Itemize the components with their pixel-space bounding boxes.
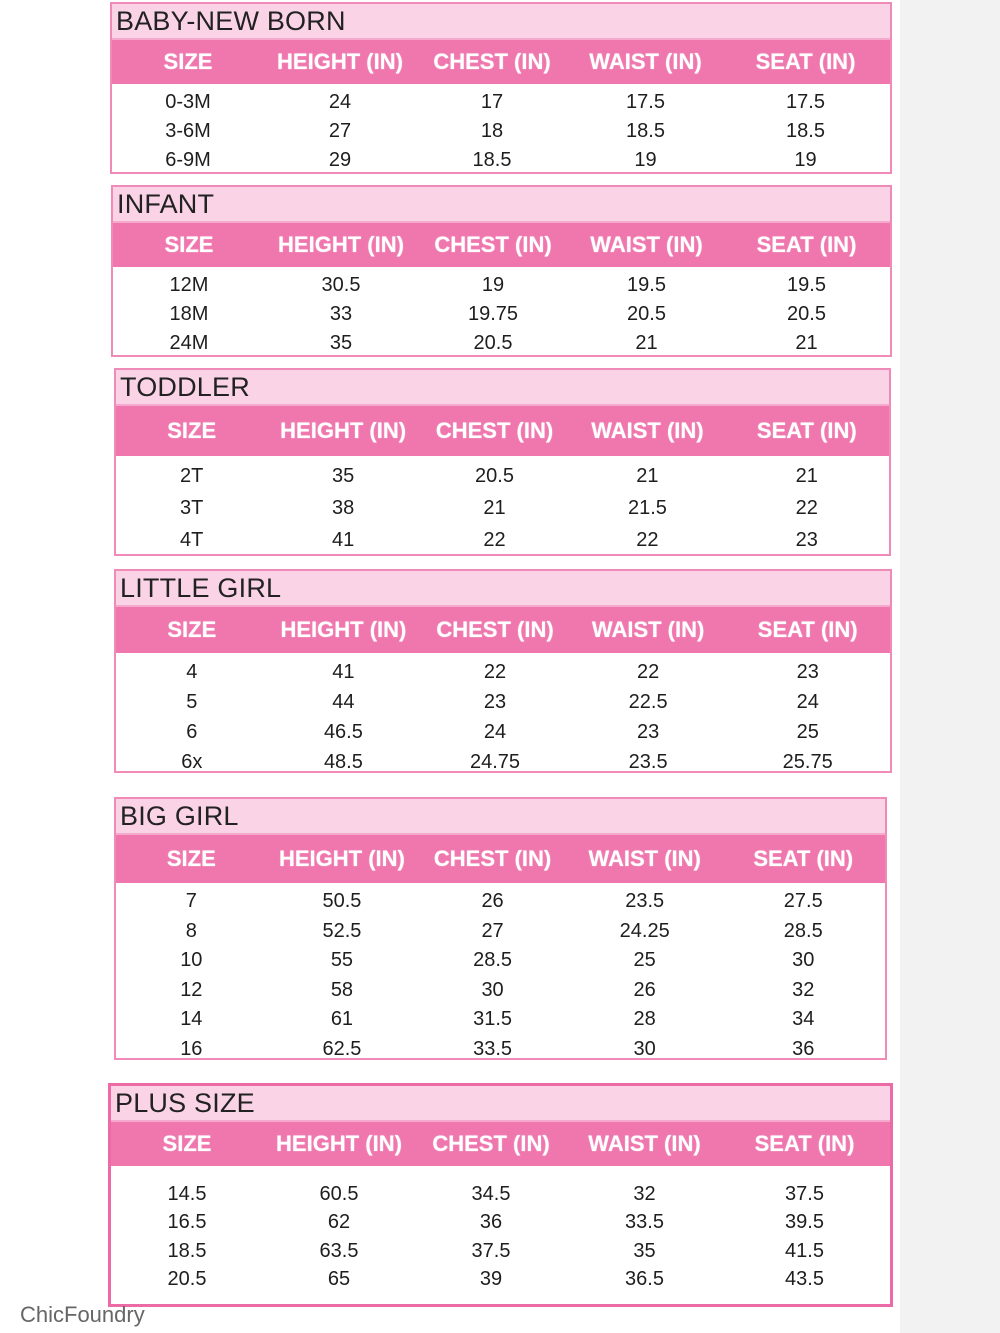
cell-size: 16	[180, 1037, 203, 1060]
cell-waist: 22.5	[628, 690, 668, 713]
cell-height: 41	[332, 660, 355, 683]
cell-chest: 28.5	[473, 949, 513, 972]
table-row	[113, 300, 890, 329]
col-chest: CHEST (IN)	[436, 617, 554, 642]
col-waist: WAIST (IN)	[589, 49, 702, 74]
section-big-girl	[114, 797, 887, 1060]
cell-waist: 36.5	[625, 1268, 664, 1291]
cell-chest: 18.5	[472, 149, 512, 171]
cell-seat: 20.5	[787, 303, 826, 325]
cell-height: 50.5	[322, 890, 362, 913]
cell-seat: 37.5	[785, 1182, 824, 1205]
section-infant	[111, 185, 892, 357]
cell-waist: 21	[636, 464, 659, 487]
table-body	[116, 456, 889, 556]
cell-size: 14.5	[167, 1182, 207, 1205]
section-plus-size	[108, 1083, 893, 1307]
cell-seat: 27.5	[783, 890, 823, 913]
section-title: BIG GIRL	[116, 799, 885, 835]
cell-height: 33	[329, 303, 353, 325]
cell-seat: 23	[796, 660, 819, 683]
table-row	[116, 1005, 885, 1035]
cell-size: 4	[186, 660, 198, 683]
col-size: SIZE	[166, 846, 216, 871]
col-waist: WAIST (IN)	[588, 1131, 701, 1156]
cell-waist: 26	[633, 978, 656, 1001]
cell-size: 2T	[180, 464, 204, 487]
cell-height: 30.5	[321, 274, 361, 296]
cell-seat: 21	[795, 464, 818, 487]
col-seat: SEAT (IN)	[756, 418, 857, 443]
cell-height: 48.5	[323, 750, 363, 773]
cell-height: 58	[330, 978, 354, 1001]
table-row	[111, 1209, 890, 1238]
cell-waist: 21.5	[627, 496, 667, 519]
cell-waist: 19	[634, 149, 657, 171]
column-header-row	[111, 1122, 890, 1166]
cell-seat: 30	[792, 949, 815, 972]
cell-waist: 28	[633, 1008, 656, 1031]
table-row	[116, 657, 890, 687]
cell-seat: 39.5	[785, 1211, 824, 1234]
cell-seat: 32	[792, 978, 815, 1001]
cell-height: 65	[327, 1268, 351, 1291]
cell-waist: 22	[636, 528, 659, 551]
cell-chest: 24	[483, 720, 507, 743]
cell-chest: 22	[483, 528, 506, 551]
col-seat: SEAT (IN)	[754, 1131, 855, 1156]
cell-height: 55	[330, 949, 354, 972]
cell-chest: 26	[481, 890, 504, 913]
cell-waist: 20.5	[627, 303, 666, 325]
cell-size: 16.5	[167, 1211, 207, 1234]
cell-chest: 39	[479, 1268, 503, 1291]
cell-size: 5	[186, 690, 198, 713]
cell-height: 63.5	[319, 1239, 359, 1262]
cell-waist: 35	[633, 1239, 656, 1262]
cell-height: 35	[329, 332, 353, 354]
cell-seat: 19	[794, 149, 817, 171]
cell-size: 18.5	[167, 1239, 207, 1262]
col-chest: CHEST (IN)	[432, 1131, 550, 1156]
cell-waist: 17.5	[626, 91, 665, 113]
cell-seat: 21	[795, 332, 818, 354]
cell-height: 44	[332, 690, 355, 713]
section-title: PLUS SIZE	[111, 1086, 890, 1122]
col-waist: WAIST (IN)	[590, 232, 703, 257]
cell-waist: 21	[635, 332, 658, 354]
column-header-row	[116, 406, 889, 456]
section-baby-new-born	[110, 2, 892, 174]
cell-height: 52.5	[322, 919, 362, 942]
cell-size: 3-6M	[165, 120, 211, 142]
col-chest: CHEST (IN)	[435, 418, 554, 443]
cell-chest: 19	[481, 274, 505, 296]
table-row	[116, 887, 885, 917]
col-seat: SEAT (IN)	[756, 232, 857, 257]
table-row	[116, 717, 890, 747]
cell-size: 7	[185, 890, 197, 913]
col-seat: SEAT (IN)	[757, 617, 858, 642]
cell-chest: 36	[479, 1211, 503, 1234]
cell-chest: 34.5	[471, 1182, 511, 1205]
section-little-girl	[114, 569, 892, 773]
table-row	[111, 1266, 890, 1295]
section-title: BABY-NEW BORN	[112, 4, 890, 40]
col-seat: SEAT (IN)	[753, 846, 854, 871]
cell-height: 61	[330, 1008, 354, 1031]
cell-chest: 37.5	[471, 1239, 511, 1262]
table-body	[112, 84, 890, 175]
table-row	[113, 329, 890, 358]
cell-seat: 34	[792, 1008, 815, 1031]
cell-waist: 33.5	[625, 1211, 664, 1234]
table-row	[112, 117, 890, 146]
col-chest: CHEST (IN)	[434, 232, 552, 257]
col-waist: WAIST (IN)	[591, 418, 704, 443]
table-row	[113, 271, 890, 300]
table-row	[116, 917, 885, 947]
cell-chest: 17	[480, 91, 504, 113]
section-toddler	[114, 368, 891, 556]
cell-waist: 18.5	[626, 120, 665, 142]
cell-size: 8	[185, 919, 197, 942]
col-size: SIZE	[167, 418, 217, 443]
cell-chest: 23	[483, 690, 507, 713]
cell-waist: 30	[633, 1037, 656, 1060]
cell-size: 12	[180, 978, 203, 1001]
cell-height: 29	[328, 149, 352, 171]
watermark-text: ChicFoundry	[20, 1302, 145, 1327]
column-header-row	[116, 835, 885, 883]
cell-height: 62.5	[322, 1037, 362, 1060]
cell-chest: 27	[481, 919, 504, 942]
cell-size: 10	[180, 949, 203, 972]
cell-size: 24M	[169, 332, 209, 354]
col-chest: CHEST (IN)	[433, 846, 552, 871]
cell-seat: 41.5	[785, 1239, 824, 1262]
table-row	[116, 946, 885, 976]
col-seat: SEAT (IN)	[755, 49, 856, 74]
table-body	[116, 883, 885, 1064]
cell-waist: 23.5	[628, 750, 668, 773]
table-row	[116, 976, 885, 1006]
col-height: HEIGHT (IN)	[278, 846, 405, 871]
column-header-row	[112, 40, 890, 84]
table-row	[112, 88, 890, 117]
cell-height: 27	[328, 120, 352, 142]
cell-waist: 32	[633, 1182, 656, 1205]
cell-seat: 24	[796, 690, 819, 713]
cell-height: 38	[331, 496, 355, 519]
table-row	[112, 146, 890, 175]
cell-chest: 20.5	[475, 464, 514, 487]
cell-chest: 20.5	[473, 332, 513, 354]
cell-waist: 23.5	[625, 890, 665, 913]
cell-height: 41	[331, 528, 355, 551]
col-waist: WAIST (IN)	[591, 617, 705, 642]
cell-height: 60.5	[319, 1182, 359, 1205]
cell-chest: 30	[481, 978, 504, 1001]
cell-chest: 18	[480, 120, 504, 142]
table-row	[111, 1180, 890, 1209]
cell-chest: 22	[483, 660, 507, 683]
cell-size: 12M	[169, 274, 209, 296]
cell-seat: 43.5	[785, 1268, 824, 1291]
table-row	[116, 747, 890, 777]
table-row	[116, 1035, 885, 1065]
cell-waist: 23	[637, 720, 660, 743]
table-row	[116, 524, 889, 556]
table-row	[116, 460, 889, 492]
col-height: HEIGHT (IN)	[280, 617, 407, 642]
cell-height: 35	[331, 464, 355, 487]
cell-height: 24	[328, 91, 352, 113]
col-height: HEIGHT (IN)	[276, 1131, 402, 1156]
cell-size: 6	[186, 720, 198, 743]
cell-size: 6x	[181, 750, 203, 773]
cell-size: 18M	[169, 303, 209, 325]
cell-chest: 21	[483, 496, 506, 519]
table-row	[111, 1237, 890, 1266]
cell-height: 62	[327, 1211, 351, 1234]
column-header-row	[113, 223, 890, 267]
table-row	[116, 687, 890, 717]
table-body	[113, 267, 890, 358]
cell-size: 14	[180, 1008, 203, 1031]
col-chest: CHEST (IN)	[433, 49, 551, 74]
table-body	[111, 1166, 890, 1294]
section-title: TODDLER	[116, 370, 889, 406]
col-height: HEIGHT (IN)	[278, 232, 404, 257]
cell-seat: 19.5	[787, 274, 826, 296]
col-size: SIZE	[167, 617, 217, 642]
cell-chest: 31.5	[473, 1008, 513, 1031]
cell-chest: 19.75	[467, 303, 519, 325]
cell-size: 0-3M	[165, 91, 211, 113]
col-size: SIZE	[163, 49, 213, 74]
cell-seat: 25.75	[782, 750, 833, 773]
cell-seat: 22	[795, 496, 818, 519]
cell-seat: 17.5	[786, 91, 825, 113]
cell-waist: 25	[633, 949, 656, 972]
col-height: HEIGHT (IN)	[277, 49, 403, 74]
column-header-row	[116, 607, 890, 653]
cell-seat: 36	[792, 1037, 815, 1060]
col-size: SIZE	[164, 232, 214, 257]
cell-seat: 25	[796, 720, 819, 743]
col-height: HEIGHT (IN)	[280, 418, 407, 443]
cell-waist: 19.5	[627, 274, 666, 296]
cell-chest: 33.5	[473, 1037, 513, 1060]
col-size: SIZE	[162, 1131, 212, 1156]
cell-waist: 22	[637, 660, 660, 683]
cell-waist: 24.25	[619, 919, 670, 942]
table-row	[116, 492, 889, 524]
col-waist: WAIST (IN)	[588, 846, 701, 871]
cell-chest: 24.75	[469, 750, 521, 773]
cell-size: 4T	[180, 528, 204, 551]
table-body	[116, 653, 890, 777]
cell-size: 3T	[180, 496, 204, 519]
cell-size: 6-9M	[165, 149, 211, 171]
cell-seat: 23	[795, 528, 818, 551]
section-title: LITTLE GIRL	[116, 571, 890, 607]
cell-size: 20.5	[167, 1268, 207, 1291]
cell-height: 46.5	[323, 720, 363, 743]
cell-seat: 28.5	[783, 919, 823, 942]
section-title: INFANT	[113, 187, 890, 223]
cell-seat: 18.5	[786, 120, 825, 142]
